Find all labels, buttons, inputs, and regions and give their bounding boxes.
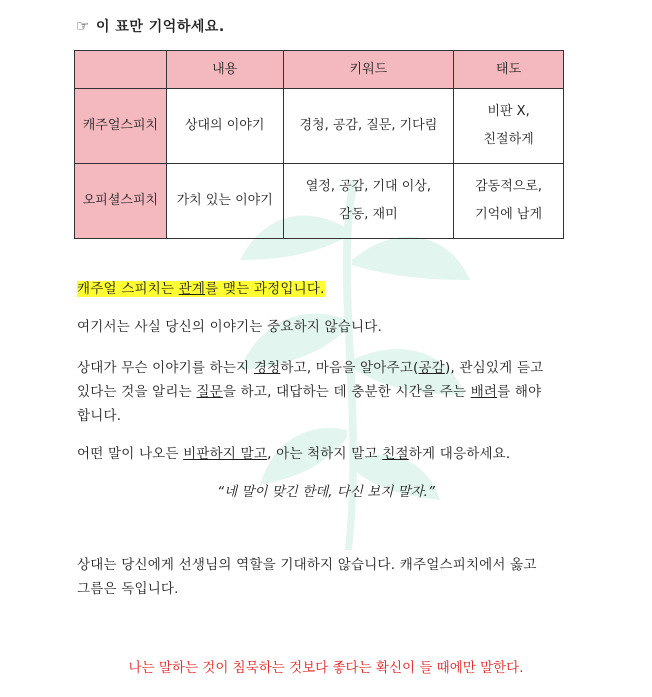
row-keywords — [283, 89, 454, 164]
underlined-term: 친절 — [382, 446, 409, 462]
text-span: 어떤 말이 나오든 — [77, 446, 184, 462]
table-header-content: 내용 — [166, 51, 283, 89]
paragraph — [77, 553, 567, 601]
speech-comparison-table — [74, 50, 564, 239]
paragraph-line: 상대는 당신에게 선생님의 역할을 기대하지 않습니다. 캐주얼스피치에서 옳고 — [77, 557, 537, 573]
attitude-line: 친절하게 — [483, 132, 534, 147]
underlined-term: 배려 — [470, 384, 498, 400]
row-label: 캐주얼스피치 — [75, 89, 167, 164]
italic-quote: “네 말이 맞긴 한데, 다신 보지 말자.” — [217, 484, 435, 500]
paragraph — [77, 356, 567, 428]
keyword-line: 감동, 재미 — [339, 207, 398, 222]
attitude-line: 기억에 남게 — [475, 207, 543, 222]
row-keywords — [283, 164, 454, 239]
paragraph: 여기서는 사실 당신의 이야기는 중요하지 않습니다. — [77, 319, 383, 335]
attitude-line: 감동적으로, — [475, 179, 543, 194]
row-attitude — [454, 89, 564, 164]
row-attitude — [454, 164, 564, 239]
keyword-line: 경청, 공감, 질문, 기다림 — [299, 118, 438, 133]
attitude-line: 비판 X, — [487, 104, 530, 119]
row-content: 가치 있는 이야기 — [166, 164, 283, 239]
underlined-term: 비판하지 말고 — [183, 446, 268, 462]
text-span: 를 맺는 과정입니다. — [205, 281, 325, 297]
table-header-row — [75, 51, 564, 89]
text-span: 있다는 것을 알리는 — [77, 384, 197, 400]
text-span: 를 해야 — [497, 384, 542, 400]
row-content: 상대의 이야기 — [166, 89, 283, 164]
row-label: 오피셜스피치 — [75, 164, 167, 239]
table-row — [75, 89, 564, 164]
text-span: 캐주얼 스피치는 — [77, 281, 179, 297]
highlighted-paragraph — [77, 277, 567, 301]
text-span: 을 하고, 대답하는 데 충분한 시간을 주는 — [222, 384, 471, 400]
text-span: 하고, 마음을 알아주고( — [280, 360, 419, 376]
red-quote: 나는 말하는 것이 침묵하는 것보다 좋다는 확신이 들 때에만 말한다. — [128, 660, 524, 676]
text-span: ), 관심있게 듣고 — [444, 360, 544, 376]
table-header-keywords: 키워드 — [283, 51, 454, 89]
keyword-line: 열정, 공감, 기대 이상, — [305, 179, 431, 194]
text-span: , 아는 척하지 말고 — [267, 446, 383, 462]
paragraph-line — [77, 380, 567, 404]
underlined-term: 관계 — [178, 281, 206, 297]
paragraph-line — [77, 356, 567, 380]
underlined-term: 질문 — [196, 384, 223, 400]
text-span: 상대가 무슨 이야기를 하는지 — [77, 360, 254, 376]
table-header-empty — [75, 51, 167, 89]
heading-text: 이 표만 기억하세요. — [95, 19, 225, 35]
paragraph-line: 그름은 독입니다. — [77, 581, 179, 597]
underlined-term: 공감 — [418, 360, 445, 376]
paragraph — [77, 442, 567, 466]
text-span: 하게 대응하세요. — [408, 446, 511, 462]
highlight-span — [77, 281, 325, 297]
pointing-hand-icon: ☞ — [76, 17, 90, 35]
table-row — [75, 164, 564, 239]
page-heading — [76, 16, 225, 36]
table-header-attitude: 태도 — [454, 51, 564, 89]
underlined-term: 경청 — [253, 360, 281, 376]
paragraph-line: 합니다. — [77, 408, 122, 424]
